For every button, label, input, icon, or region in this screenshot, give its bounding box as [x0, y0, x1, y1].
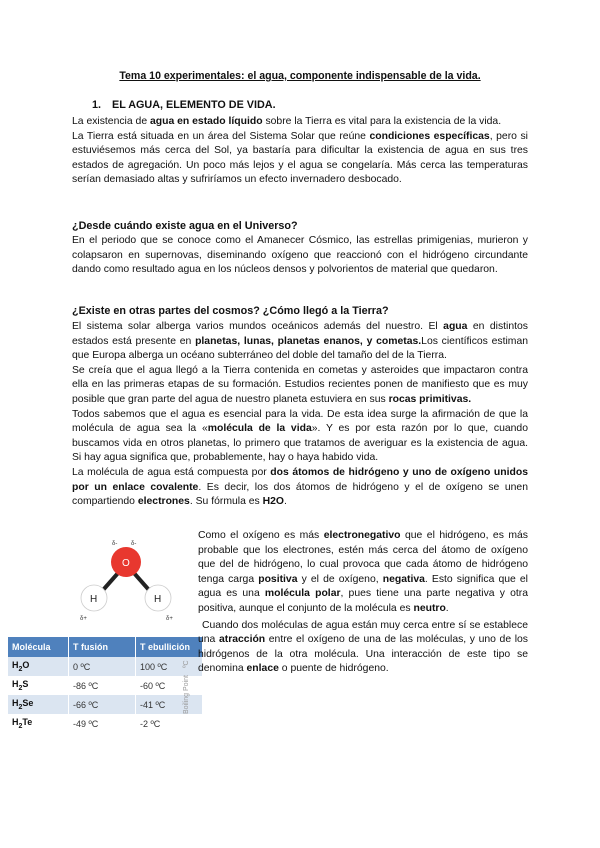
text-run: La molécula de agua está compuesta por — [72, 466, 271, 478]
text-run: o puente de hidrógeno. — [278, 663, 389, 675]
text-run: Como el oxígeno es más — [198, 530, 324, 541]
formula-subscript: 2 — [18, 684, 23, 692]
text-run: . Es decir, los dos átomos de hidrógeno y el de oxígeno se unen compartiendo — [72, 481, 528, 508]
table-row — [8, 714, 203, 733]
paragraph — [72, 408, 528, 466]
bold-run: atracción — [218, 634, 266, 646]
page-title: Tema 10 experimentales: el agua, componente indispensable de la vida. — [119, 70, 481, 82]
text-run: . Su fórmula es — [189, 496, 263, 508]
text-run: Cuando dos moléculas de agua están muy cerca entre sí se establece una — [198, 619, 528, 646]
section-1-body — [72, 115, 528, 188]
paragraph: En el periodo que se conoce como el Amanecer Cósmico, las estrellas primigenias, murieron y colapsaron en supernovas, diseminando oxígeno que reaccionó con el hidrógeno circundante dando como resultado agua en los núcleos densos y polvorientos de material que quedaron. — [72, 235, 528, 276]
formula-rest: Se — [22, 698, 34, 709]
text-run: que el hidrógeno, es más probable que los electrones, estén más cerca del átomo de oxígeno que del de hidrógeno, lo cual provoca que cada átomo de hidrógeno tenga carga — [198, 530, 528, 585]
bold-run: agua — [443, 321, 468, 332]
column-header-molecula: Molécula — [8, 637, 69, 657]
text-run: . — [445, 602, 449, 614]
cell-fusion: -66 ºC — [69, 695, 136, 714]
formula-base: H — [12, 698, 19, 709]
paragraph — [198, 619, 528, 677]
delta-minus-label-2: δ- — [131, 541, 137, 547]
bold-run: negativa — [382, 573, 425, 585]
paragraph — [72, 130, 528, 188]
formula-subscript: 2 — [18, 703, 23, 711]
table-side-note: Boiling Point — [183, 675, 190, 714]
formula-subscript: 2 — [18, 722, 23, 730]
text-run: en distintos estados está presente en — [72, 321, 528, 347]
hydrogen-label-left: H — [90, 594, 98, 605]
formula-rest: Te — [22, 717, 33, 728]
text-run: , pues tiene una parte negativa y otra positiva, aunque el conjunto de la molécula es — [198, 588, 528, 614]
cell-formula — [8, 676, 69, 695]
paragraph — [72, 364, 528, 408]
text-run: ». Y es por esta razón por lo que, cuando buscamos vida en otros planetas, lo primero que tratamos de averiguar es la existencia de agua. Si hay agua significa que, probablemente, hay o haya habido vida. — [72, 423, 528, 464]
bold-run: agua en estado líquido — [149, 116, 263, 127]
table-header-row — [8, 637, 203, 657]
column-header-fusion: T fusión — [69, 637, 136, 657]
text-run: Todos sabemos que el agua es esencial para la vida. De esta idea surge la afirmación de que la molécula de agua sea la « — [72, 408, 528, 435]
text-run: Los científicos estiman que Europa alberga un océano subterráneo del doble del tamaño del de la Tierra. — [72, 335, 529, 362]
table-row — [8, 676, 203, 695]
text-run: . Esto significa que el agua es una — [198, 573, 528, 600]
section-2-heading: ¿Desde cuándo existe agua en el Universo? — [72, 220, 298, 232]
oxygen-label: O — [122, 558, 130, 569]
bold-run: planetas, lunas, planetas enanos, y cometas. — [195, 335, 422, 347]
delta-plus-label-1: δ+ — [80, 616, 87, 622]
bold-run: rocas primitivas. — [388, 393, 472, 405]
text-run: sobre la Tierra es vital para la existencia de la vida. — [262, 116, 502, 127]
paragraph — [72, 115, 528, 130]
section-1-number: 1. — [92, 99, 102, 111]
section-3-body — [72, 320, 528, 510]
cell-fusion: 0 ºC — [69, 657, 136, 676]
formula-base: H — [12, 717, 19, 728]
section-3-heading: ¿Existe en otras partes del cosmos? ¿Cómo llegó a la Tierra? — [72, 305, 389, 317]
bold-run: positiva — [258, 573, 298, 585]
table-row — [8, 695, 203, 714]
hydrogen-label-right: H — [154, 594, 162, 605]
boiling-point-table — [8, 637, 203, 733]
section-1-heading-text: EL AGUA, ELEMENTO DE VIDA. — [112, 99, 276, 111]
bold-run: neutro — [413, 602, 446, 614]
delta-minus-label-1: δ- — [112, 541, 118, 547]
text-run: El sistema solar alberga varios mundos oceánicos además del nuestro. El — [72, 321, 444, 332]
cell-fusion: -86 ºC — [69, 676, 136, 695]
text-run: , pero si estuviésemos más cerca del Sol, ya bastaría para dificultar la existencia de agua en sus tres estados de agregación. Un poco más lejos y el agua se congelaría. Más cerca las temperaturas serían demasiado altas y sufriríamos un efecto invernadero desbocado. — [72, 130, 528, 186]
formula-rest: S — [22, 679, 29, 690]
polarity-text — [198, 529, 528, 677]
cell-fusion: -49 ºC — [69, 714, 136, 733]
section-2-body — [72, 234, 528, 278]
bold-run: electrones — [137, 496, 190, 508]
formula-base: H — [12, 679, 19, 690]
text-run: Se creía que el agua llegó a la Tierra contenida en cometas y asteroides que impactaron contra ella en las primeras etapas de su formación. Estudios recientes ponen de manifiesto que es muy posible que gran parte del agua de nuestro planeta estuviera en sus — [72, 364, 528, 405]
bold-run: molécula de la vida — [207, 423, 312, 435]
paragraph — [72, 320, 528, 364]
cell-ebullicion: 100 ºC — [136, 657, 203, 676]
cell-formula — [8, 714, 69, 733]
text-run: La existencia de — [72, 116, 150, 127]
formula-subscript: 2 — [18, 665, 23, 673]
bold-run: electronegativo — [323, 530, 401, 541]
bold-run: condiciones específicas — [369, 130, 490, 142]
cell-formula — [8, 657, 69, 676]
water-molecule-diagram — [68, 536, 188, 628]
paragraph — [198, 529, 528, 617]
cell-ebullicion: -60 ºC — [136, 676, 203, 695]
bold-run: dos átomos de hidrógeno y uno de oxígeno unidos por un enlace covalente — [72, 466, 528, 493]
delta-plus-label-2: δ+ — [166, 616, 173, 622]
table-side-note-unit: ºC — [183, 660, 190, 668]
text-run: entre el oxígeno de una de las moléculas, y uno de los hidrógenos de la otra molécula. Una interacción de este tipo se denomina — [198, 634, 528, 675]
cell-formula — [8, 695, 69, 714]
formula-base: H — [12, 660, 19, 671]
cell-ebullicion: -41 ºC — [136, 695, 203, 714]
formula-rest: O — [22, 660, 30, 671]
cell-ebullicion: -2 ºC — [136, 714, 203, 733]
paragraph — [72, 466, 528, 510]
bold-run: molécula polar — [264, 588, 341, 600]
text-run: y el de oxígeno, — [297, 573, 383, 585]
section-1-heading — [92, 99, 276, 111]
text-run: La Tierra está situada en un área del Sistema Solar que reúne — [72, 130, 370, 142]
column-header-ebullicion: T ebullición — [136, 637, 203, 657]
bold-run: H2O — [262, 496, 284, 508]
table-row — [8, 657, 203, 676]
bold-run: enlace — [246, 663, 279, 675]
text-run: . — [283, 496, 287, 508]
